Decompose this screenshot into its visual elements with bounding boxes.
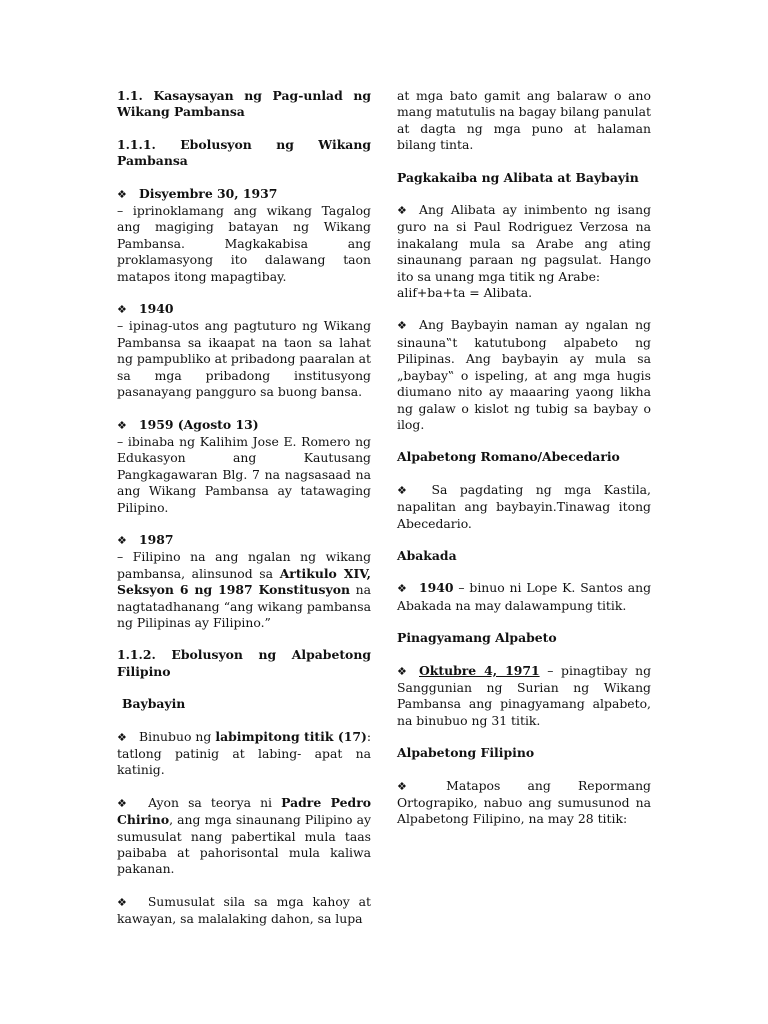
item-1959-text: – ibinaba ng Kalihim Jose E. Romero ng Edukasyon ang Kautusang Pangkagawaran Blg. 7 na nagsasaad na ang Wikang Pambansa ay tatawaging Pilipino. bbox=[117, 433, 371, 515]
item-oktubre: ❖ Oktubre 4, 1971 – pinagtibay ng Sanggunian ng Surian ng Wikang Pambansa ang pinagyamang alpabeto, na binubuo ng 31 titik. bbox=[397, 662, 651, 728]
diamond-bullet-icon: ❖ bbox=[397, 779, 407, 793]
heading-kasaysayan: 1.1. Kasaysayan ng Pag-unlad ng Wikang Pambansa bbox=[117, 88, 371, 120]
heading-pagkakaiba: Pagkakaiba ng Alibata at Baybayin bbox=[397, 169, 639, 185]
item-matapos: ❖ Matapos ang Repormang Ortograpiko, nabuo ang sumusunod na Alpabetong Filipino, na may 28 titik: bbox=[397, 777, 651, 827]
item-1937-title: ❖ Disyembre 30, 1937 bbox=[117, 186, 371, 203]
item-sumusulat: ❖ Sumusulat sila sa mga kahoy at kawayan, sa malalaking dahon, sa lupa bbox=[117, 893, 371, 927]
heading-alpabetong-filipino: Alpabetong Filipino bbox=[397, 745, 535, 761]
diamond-bullet-icon: ❖ bbox=[117, 796, 127, 810]
diamond-bullet-icon: ❖ bbox=[397, 483, 407, 497]
continued-text: at mga bato gamit ang balaraw o ano mang matutulis na bagay bilang panulat at dagta ng mga puno at halaman bilang tinta. bbox=[397, 88, 651, 153]
diamond-bullet-icon: ❖ bbox=[117, 187, 127, 201]
heading-ebolusyon-wika: 1.1.1. Ebolusyon ng Wikang Pambansa bbox=[117, 136, 371, 169]
item-1987-title: ❖ 1987 bbox=[117, 532, 371, 549]
heading-abakada: Abakada bbox=[397, 547, 457, 563]
item-alibata: ❖ Ang Alibata ay inimbento ng isang guro na si Paul Rodriguez Verzosa na inakalang mula sa Arabe ang ating sinaunang paraan ng pagsulat. Hango ito sa unang mga titik ng Arabe: bbox=[397, 202, 651, 284]
diamond-bullet-icon: ❖ bbox=[397, 664, 407, 678]
diamond-bullet-icon: ❖ bbox=[117, 895, 127, 909]
right-column bbox=[397, 88, 651, 828]
diamond-bullet-icon: ❖ bbox=[397, 204, 407, 218]
heading-ebolusyon-alpabeto: 1.1.2. Ebolusyon ng Alpabetong Filipino bbox=[117, 647, 371, 679]
item-1940-text: – ipinag-utos ang pagtuturo ng Wikang Pambansa sa ikaapat na taon sa lahat ng pampubliko at pribadong paaralan at sa mga pribadong institusyong pasanayang pangguro sa buong bansa. bbox=[117, 318, 371, 400]
diamond-bullet-icon: ❖ bbox=[117, 730, 127, 744]
item-1940-title: ❖ 1940 bbox=[117, 301, 371, 318]
diamond-bullet-icon: ❖ bbox=[117, 303, 127, 317]
diamond-bullet-icon: ❖ bbox=[117, 533, 127, 547]
item-1959-title: ❖ 1959 (Agosto 13) bbox=[117, 417, 371, 434]
diamond-bullet-icon: ❖ bbox=[117, 418, 127, 432]
left-column bbox=[117, 88, 371, 928]
diamond-bullet-icon: ❖ bbox=[397, 582, 407, 596]
item-1937-text: – iprinoklamang ang wikang Tagalog ang magiging batayan ng Wikang Pambansa. Magkakabisa ang proklamasyong ito dalawang taon matapos itong mapagtibay. bbox=[117, 203, 371, 284]
item-kastila: ❖ Sa pagdating ng mga Kastila, napalitan ang baybayin.Tinawag itong Abecedario. bbox=[397, 481, 651, 531]
heading-pinagyamang: Pinagyamang Alpabeto bbox=[397, 630, 557, 646]
diamond-bullet-icon: ❖ bbox=[397, 319, 407, 333]
item-baybayin-naman: ❖ Ang Baybayin naman ay ngalan ng sinauna‟t katutubong alpabeto ng Pilipinas. Ang baybayin ay mula sa „baybay‟ o ispeling, at ang mga hugis diumano nito ay maaaring yaong likha ng galaw o kislot ng tubig sa baybay o ilog. bbox=[397, 317, 651, 432]
item-ayon: ❖ Ayon sa teorya ni Padre Pedro Chirino, ang mga sinaunang Pilipino ay sumusulat nang pabertikal mula taas paibaba at pahorisontal mula kaliwa pakanan. bbox=[117, 794, 371, 877]
heading-romano: Alpabetong Romano/Abecedario bbox=[397, 449, 620, 465]
item-1987-text: – Filipino na ang ngalan ng wikang pambansa, alinsunod sa Artikulo XIV, Seksyon 6 ng 1987 Konstitusyon na nagtatadhanang “ang wikang pambansa ng Pilipinas ay Filipino.” bbox=[117, 549, 371, 630]
item-binubuo: ❖ Binubuo ng labimpitong titik (17): tatlong patinig at labing- apat na katinig. bbox=[117, 728, 371, 778]
heading-baybayin: Baybayin bbox=[122, 696, 186, 712]
item-abakada-1940: ❖ 1940 – binuo ni Lope K. Santos ang Abakada na may dalawampung titik. bbox=[397, 580, 651, 613]
alibata-formula: alif+ba+ta = Alibata. bbox=[397, 285, 533, 301]
